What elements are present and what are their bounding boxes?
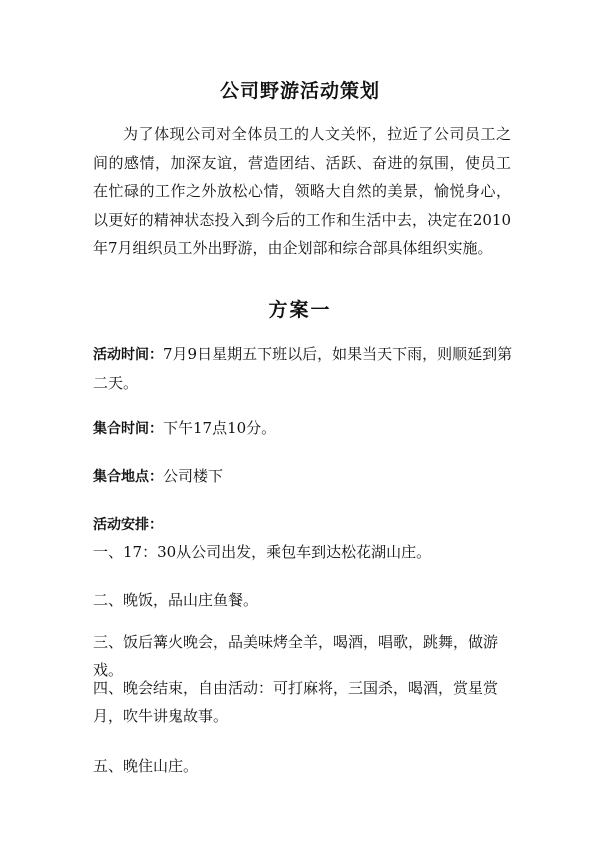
gather-time-value: 下午17点10分。 xyxy=(163,419,277,437)
activity-time-value: 7月9日星期五下班以后，如果当天下雨，则顺延到第二天。 xyxy=(93,345,513,392)
arrangement-item: 三、饭后篝火晚会，品美味烤全羊，喝酒，唱歌，跳舞，做游戏。 xyxy=(93,633,499,679)
intro-paragraph: 为了体现公司对全体员工的人文关怀，拉近了公司员工之间的感情，加深友谊，营造团结、活跃、奋进的氛围，使员工在忙碌的工作之外放松心情，领略大自然的美景，愉悦身心，以更好的精神状态投入到今后的工作和生活中去，决定在2010年7月组织员工外出野游，由企划部和综合部具体组织实施。 xyxy=(93,125,511,257)
arrangement-item: 五、晚住山庄。 xyxy=(93,757,199,775)
gather-place-label: 集合地点： xyxy=(93,469,163,485)
gather-place-value: 公司楼下 xyxy=(163,467,224,485)
arrangement-item: 二、晚饭，品山庄鱼餐。 xyxy=(93,591,259,609)
arrangement-heading xyxy=(93,510,513,539)
section-title: 方案一 xyxy=(268,299,332,321)
gather-time-line xyxy=(93,414,513,443)
arrangement-label: 活动安排： xyxy=(93,517,163,533)
gather-time-label: 集合时间： xyxy=(93,421,163,437)
activity-time-label: 活动时间： xyxy=(93,347,163,363)
arrangement-item: 一、17：30从公司出发，乘包车到达松花湖山庄。 xyxy=(93,543,432,561)
document-title: 公司野游活动策划 xyxy=(219,80,380,102)
activity-time-line xyxy=(93,340,513,397)
arrangement-item: 四、晚会结束，自由活动：可打麻将，三国杀，喝酒，赏星赏月，吹牛讲鬼故事。 xyxy=(93,679,499,725)
gather-place-line xyxy=(93,462,513,491)
